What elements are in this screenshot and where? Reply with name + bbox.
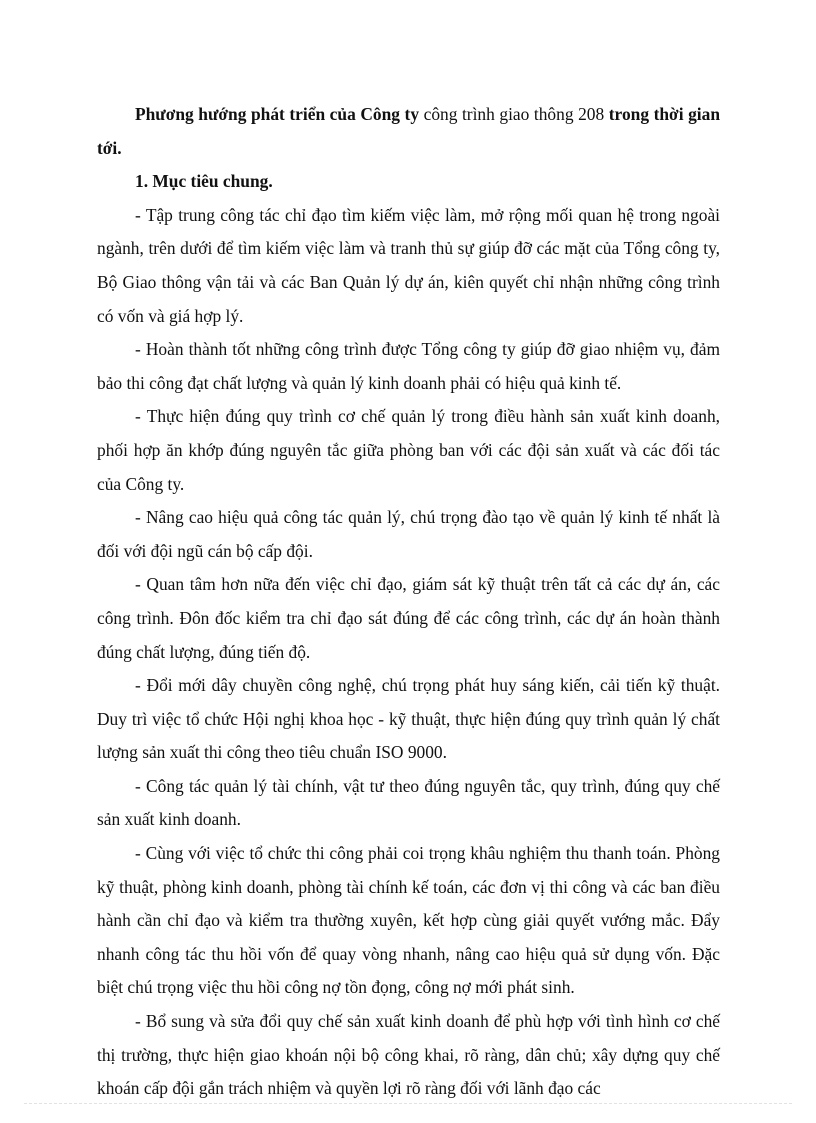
heading-normal-middle: công trình giao thông 208 [419, 104, 609, 124]
paragraph: - Công tác quản lý tài chính, vật tư theo đúng nguyên tắc, quy trình, đúng quy chế sản xuất kinh doanh. [97, 775, 720, 830]
paragraph: - Nâng cao hiệu quả công tác quản lý, chú trọng đào tạo về quản lý kinh tế nhất là đối với đội ngũ cán bộ cấp đội. [97, 507, 720, 561]
subsection-number: 1. [135, 171, 149, 192]
page-bottom-divider [24, 1103, 792, 1104]
subsection-title-text: Mục tiêu chung. [148, 171, 273, 192]
paragraph: - Bổ sung và sửa đổi quy chế sản xuất kinh doanh để phù hợp với tình hình cơ chế thị trường, thực hiện giao khoán nội bộ công khai, rõ ràng, dân chủ; xây dựng quy chế khoán cấp đội gắn trách nhiệm và quyền lợi rõ ràng đối với lãnh đạo các [97, 1011, 720, 1099]
paragraph: - Cùng với việc tổ chức thi công phải coi trọng khâu nghiệm thu thanh toán. Phòng kỹ thuật, phòng kinh doanh, phòng tài chính kế toán, các đơn vị thi công và các ban điều hành cần chỉ đạo và kiểm tra thường xuyên, kết hợp cùng giải quyết vướng mắc. Đẩy nhanh công tác thu hồi vốn để quay vòng nhanh, nâng cao hiệu quả sử dụng vốn. Đặc biệt chú trọng việc thu hồi công nợ tồn đọng, công nợ mới phát sinh. [97, 843, 720, 998]
document-body [97, 98, 720, 1106]
section-heading [97, 98, 720, 165]
heading-bold-end: trong thời gian tới. [97, 104, 720, 158]
paragraph: - Đổi mới dây chuyền công nghệ, chú trọng phát huy sáng kiến, cải tiến kỹ thuật. Duy trì việc tổ chức Hội nghị khoa học - kỹ thuật, thực hiện đúng quy trình quản lý chất lượng sản xuất thi công theo tiêu chuẩn ISO 9000. [97, 675, 720, 763]
paragraph: - Quan tâm hơn nữa đến việc chỉ đạo, giám sát kỹ thuật trên tất cả các dự án, các công trình. Đôn đốc kiểm tra chỉ đạo sát đúng để các công trình, các dự án hoàn thành đúng chất lượng, đúng tiến độ. [97, 574, 720, 662]
subsection-title [97, 165, 720, 199]
paragraph: - Hoàn thành tốt những công trình được Tổng công ty giúp đỡ giao nhiệm vụ, đảm bảo thi công đạt chất lượng và quản lý kinh doanh phải có hiệu quả kinh tế. [97, 339, 720, 393]
paragraph: - Thực hiện đúng quy trình cơ chế quản lý trong điều hành sản xuất kinh doanh, phối hợp ăn khớp đúng nguyên tắc giữa phòng ban với các đội sản xuất và các đối tác của Công ty. [97, 406, 720, 494]
paragraph: - Tập trung công tác chỉ đạo tìm kiếm việc làm, mở rộng mối quan hệ trong ngoài ngành, trên dưới để tìm kiếm việc làm và tranh thủ sự giúp đỡ các mặt của Tổng công ty, Bộ Giao thông vận tải và các Ban Quản lý dự án, kiên quyết chỉ nhận những công trình có vốn và giá hợp lý. [97, 204, 720, 326]
heading-bold-start: Phương hướng phát triển của Công ty [135, 104, 420, 124]
